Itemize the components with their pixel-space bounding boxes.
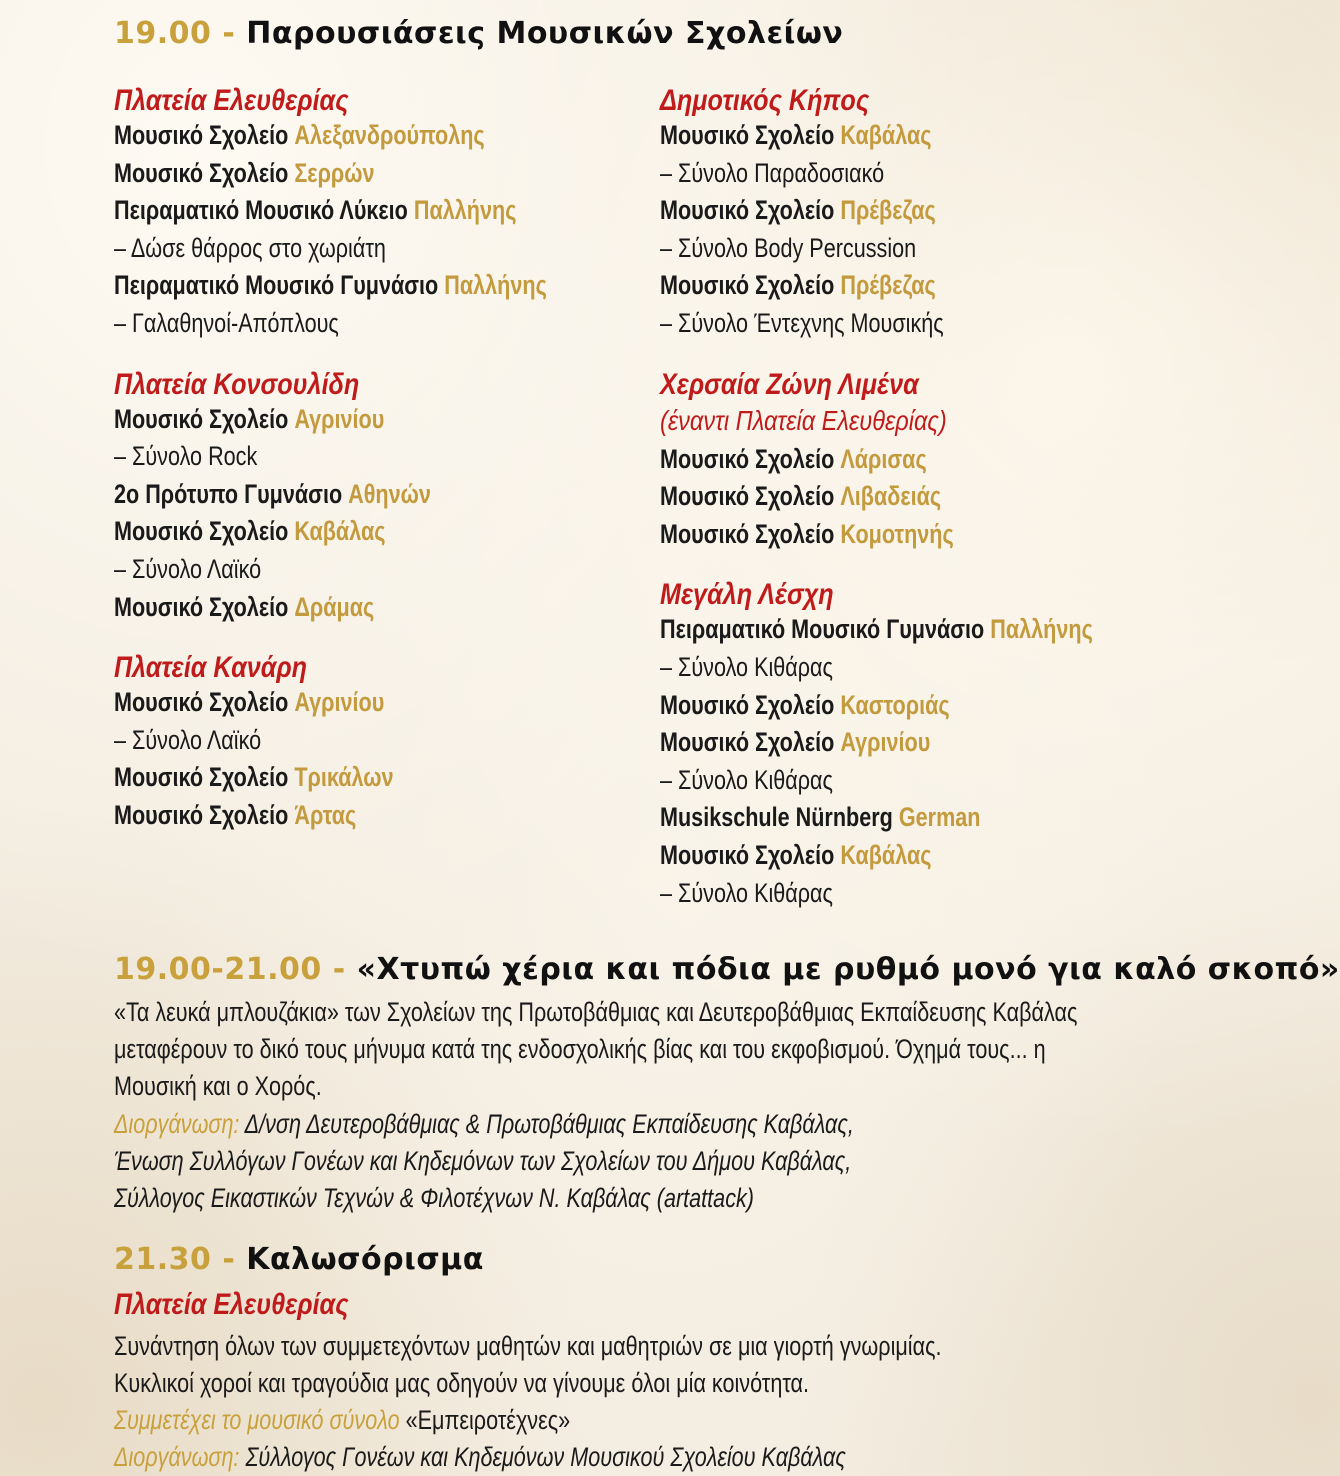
school-name: Μουσικό Σχολείο <box>114 120 289 150</box>
ensemble-line <box>114 724 530 765</box>
school-line <box>660 197 1108 235</box>
school-city: Καβάλας <box>840 120 932 150</box>
section3-organizer-text: Σύλλογος Γονέων και Κηδεμόνων Μουσικού Σχολείου Καβάλας <box>239 1442 846 1472</box>
section3-organizer-line <box>114 1439 942 1476</box>
section3-title: Καλωσόρισμα <box>246 1242 484 1277</box>
ensemble-name: – Σύνολο Body Percussion <box>660 232 917 263</box>
venue-title: Μεγάλη Λέσχη <box>660 578 834 612</box>
school-city: Καβάλας <box>294 516 386 547</box>
section3-paragraph-line: Κυκλικοί χοροί και τραγούδια μας οδηγούν να γίνουμε όλοι μία κοινότητα. <box>114 1368 810 1398</box>
school-city: Αγρινίου <box>840 727 931 758</box>
school-city: Πρέβεζας <box>840 270 936 301</box>
school-line <box>660 443 1108 484</box>
school-city: Λιβαδειάς <box>840 481 942 512</box>
ensemble-line <box>114 232 530 273</box>
section1-heading <box>114 16 843 51</box>
school-name: Μουσικό Σχολείο <box>660 195 835 226</box>
ensemble-line <box>660 877 1108 918</box>
ensemble-line <box>660 764 1108 805</box>
ensemble-line <box>660 232 1108 273</box>
venue-title: Χερσαία Ζώνη Λιμένα <box>660 367 919 401</box>
section1-time: 19.00 <box>114 16 212 51</box>
school-city: Παλλήνης <box>990 614 1093 645</box>
school-name: Μουσικό Σχολείο <box>660 839 835 870</box>
school-line <box>660 729 1108 767</box>
school-city: Αγρινίου <box>294 403 385 434</box>
school-line <box>114 518 530 556</box>
school-name: Μουσικό Σχολείο <box>660 689 835 720</box>
right-column <box>660 86 1220 917</box>
school-city: Τρικάλων <box>294 762 394 793</box>
school-line <box>660 122 1108 160</box>
school-name: Musikschule Nürnberg <box>660 802 893 833</box>
venue-gap <box>660 348 1220 370</box>
section2-paragraph-line: Μουσική και ο Χορός. <box>114 1071 322 1101</box>
ensemble-line <box>660 157 1108 198</box>
section1-title: Παρουσιάσεις Μουσικών Σχολείων <box>246 16 844 51</box>
venue-title: Δημοτικός Κήπος <box>660 84 870 117</box>
ensemble-name: – Δώσε θάρρος στο χωριάτη <box>114 232 386 263</box>
school-line <box>660 804 1108 842</box>
venue-title: Πλατεία Κανάρη <box>114 651 308 685</box>
ensemble-name: – Σύνολο Κιθάρας <box>660 651 833 682</box>
left-column <box>114 86 634 840</box>
school-line <box>114 689 530 727</box>
venue-gap <box>114 631 634 653</box>
section1-dash: - <box>222 16 236 51</box>
school-line <box>114 122 530 160</box>
venue-title: Πλατεία Ελευθερίας <box>114 84 349 117</box>
school-name: Μουσικό Σχολείο <box>114 403 289 434</box>
school-line <box>114 764 530 802</box>
section2-paragraph-line: μεταφέρουν το δικό τους μήνυμα κατά της ενδοσχολικής βίας και του εκφοβισμού. Όχημά τους... η <box>114 1034 1046 1064</box>
school-line <box>114 270 547 310</box>
school-name: Μουσικό Σχολείο <box>660 120 835 150</box>
section2-paragraph-line: «Τα λευκά μπλουζάκια» των Σχολείων της Πρωτοβάθμιας και Δευτεροβάθμιας Εκπαίδευσης Καβάλας <box>114 997 1078 1027</box>
school-name: Μουσικό Σχολείο <box>114 799 289 830</box>
school-name: Πειραματικό Μουσικό Γυμνάσιο <box>114 270 439 301</box>
school-name: 2ο Πρότυπο Γυμνάσιο <box>114 478 343 509</box>
section3-dash: - <box>222 1242 236 1277</box>
ensemble-name: – Σύνολο Κιθάρας <box>660 877 833 908</box>
ensemble-line <box>660 307 1108 348</box>
section2-time: 19.00-21.00 <box>114 952 322 987</box>
venue-note: (έναντι Πλατεία Ελευθερίας) <box>660 404 947 436</box>
section2-organizer-line <box>114 1106 854 1143</box>
section2-organizer-text: Δ/νση Δευτεροβάθμιας & Πρωτοβάθμιας Εκπαίδευσης Καβάλας, <box>239 1109 854 1139</box>
venue-gap <box>660 558 1220 580</box>
school-name: Πειραματικό Μουσικό Λύκειο <box>114 195 408 226</box>
school-name: Πειραματικό Μουσικό Γυμνάσιο <box>660 614 985 645</box>
ensemble-name: – Σύνολο Λαϊκό <box>114 553 262 584</box>
school-city: Καστοριάς <box>840 689 950 720</box>
school-name: Μουσικό Σχολείο <box>114 591 289 622</box>
venue-gap <box>114 348 634 370</box>
school-name: Μουσικό Σχολείο <box>660 518 835 549</box>
school-name: Μουσικό Σχολείο <box>660 270 835 301</box>
section3-participates-name: «Εμπειροτέχνες» <box>399 1405 571 1435</box>
school-line <box>660 839 1108 880</box>
section3-participates-line <box>114 1402 942 1439</box>
school-line <box>114 478 530 519</box>
school-name: Μουσικό Σχολείο <box>114 516 289 547</box>
ensemble-name: – Σύνολο Παραδοσιακό <box>660 157 885 188</box>
school-city: Αλεξανδρούπολης <box>294 120 485 150</box>
school-line <box>114 403 530 444</box>
section3-venue: Πλατεία Ελευθερίας <box>114 1288 349 1321</box>
section2-paragraph <box>114 994 1318 1105</box>
school-city: German <box>898 802 981 833</box>
ensemble-name: – Σύνολο Rock <box>114 441 258 472</box>
school-city: Δράμας <box>294 591 375 622</box>
school-city: Σερρών <box>294 157 375 188</box>
school-line <box>114 197 530 235</box>
section2-title: «Χτυπώ χέρια και πόδια με ρυθμό μονό για καλό σκοπό» <box>356 952 1340 987</box>
section2-organizer-label: Διοργάνωση: <box>114 1109 240 1139</box>
school-name: Μουσικό Σχολείο <box>114 687 289 718</box>
ensemble-line <box>660 651 1108 692</box>
section3-paragraph <box>114 1328 1148 1476</box>
school-name: Μουσικό Σχολείο <box>660 727 835 758</box>
school-name: Μουσικό Σχολείο <box>660 443 835 474</box>
section2-organizers <box>114 1106 1039 1217</box>
section3-participates-label: Συμμετέχει το μουσικό σύνολο <box>114 1405 400 1435</box>
section2-dash: - <box>332 952 346 987</box>
section2-organizer-line: Ένωση Συλλόγων Γονέων και Κηδεμόνων των Σχολείων του Δήμου Καβάλας, <box>114 1146 852 1176</box>
school-line <box>660 483 1108 521</box>
school-city: Λάρισας <box>840 443 927 474</box>
ensemble-line <box>114 443 530 481</box>
ensemble-name: – Σύνολο Κιθάρας <box>660 764 833 795</box>
ensemble-name: – Σύνολο Έντεχνης Μουσικής <box>660 307 944 338</box>
ensemble-name: – Σύνολο Λαϊκό <box>114 724 262 755</box>
school-city: Αθηνών <box>348 478 431 509</box>
school-line <box>660 616 1108 654</box>
school-name: Μουσικό Σχολείο <box>660 481 835 512</box>
school-line <box>660 272 1108 310</box>
venue-title: Πλατεία Κονσουλίδη <box>114 367 360 401</box>
ensemble-line <box>114 307 530 348</box>
school-city: Παλλήνης <box>413 195 517 226</box>
ensemble-name: – Γαλαθηνοί-Απόπλους <box>114 307 339 338</box>
section2-heading <box>114 952 1340 987</box>
school-line <box>114 591 530 632</box>
school-city: Άρτας <box>294 799 357 830</box>
school-line <box>660 518 1108 559</box>
school-city: Αγρινίου <box>294 687 385 718</box>
section3-time: 21.30 <box>114 1242 212 1277</box>
school-city: Κομοτηνής <box>840 518 954 549</box>
school-line <box>114 157 530 198</box>
school-city: Πρέβεζας <box>840 195 936 226</box>
section3-heading <box>114 1242 484 1277</box>
school-name: Μουσικό Σχολείο <box>114 762 289 793</box>
school-line <box>114 799 530 840</box>
section3-paragraph-line: Συνάντηση όλων των συμμετεχόντων μαθητών και μαθητριών σε μια γιορτή γνωριμίας. <box>114 1331 942 1361</box>
section3-organizer-label: Διοργάνωση: <box>114 1442 240 1472</box>
school-name: Μουσικό Σχολείο <box>114 157 289 188</box>
section2-organizer-line: Σύλλογος Εικαστικών Τεχνών & Φιλοτέχνων Ν. Καβάλας (artattack) <box>114 1183 754 1213</box>
school-city: Παλλήνης <box>444 270 547 301</box>
ensemble-line <box>114 553 530 594</box>
school-city: Καβάλας <box>840 839 932 870</box>
school-line <box>660 689 1108 730</box>
